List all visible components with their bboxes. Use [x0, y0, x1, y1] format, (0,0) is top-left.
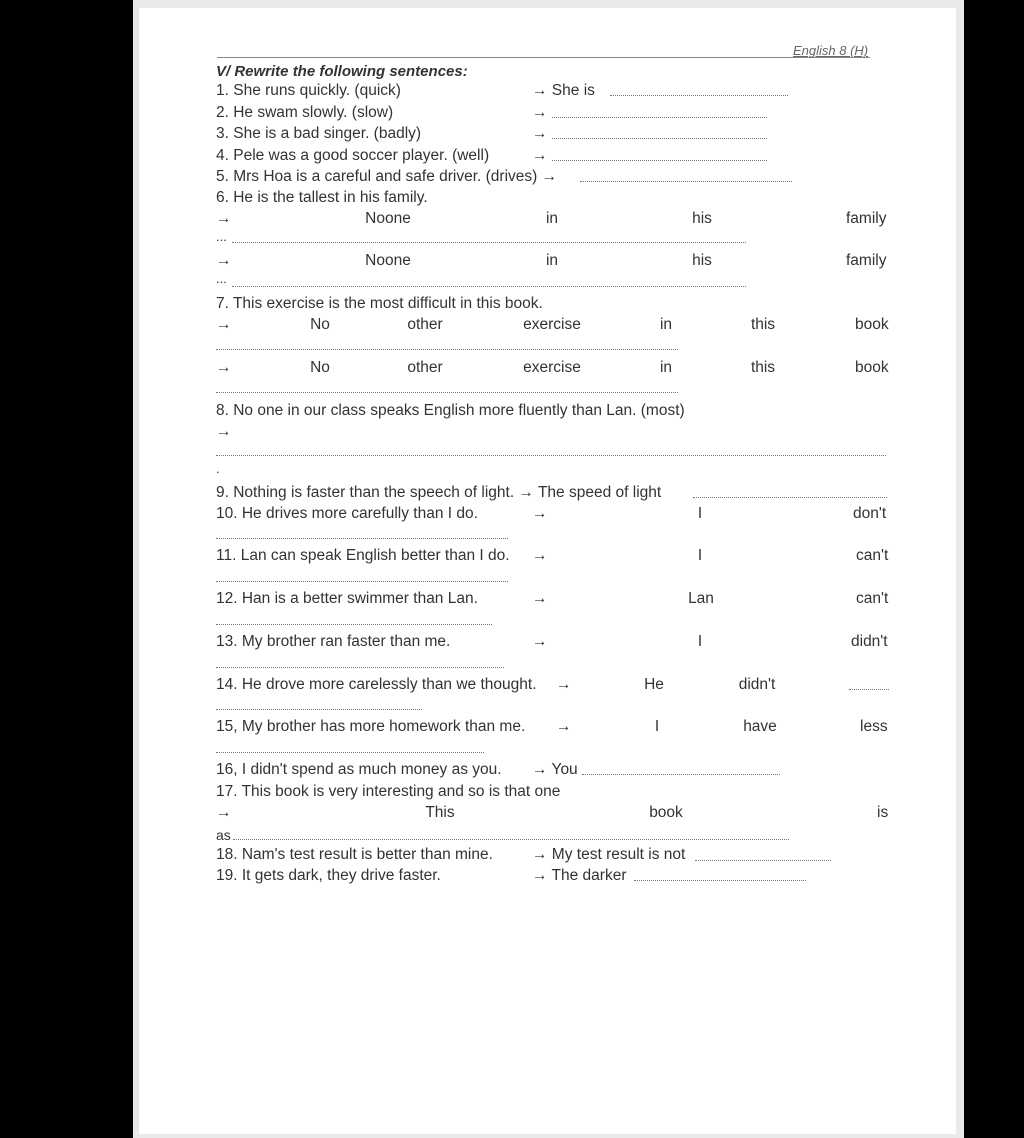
q7-prompt: 7. This exercise is the most difficult in this book. [216, 295, 543, 312]
q10-answer-line[interactable] [216, 538, 508, 539]
q6-word-4: family [846, 210, 887, 227]
q6-word-1: Noone [365, 210, 411, 227]
q12-prompt: 12. Han is a better swimmer than Lan. [216, 590, 478, 607]
q6-lead-dots-1: ... [216, 229, 227, 244]
header-label: English 8 (H) [793, 43, 869, 58]
q10-word-1: I [697, 505, 703, 522]
q16-prompt: 16, I didn't spend as much money as you. [216, 761, 502, 778]
q17-word-2: book [649, 804, 683, 821]
q10-word-2: don't [853, 505, 887, 522]
q7-word-6b: book [855, 359, 889, 376]
q7-answer-line-2[interactable] [216, 392, 678, 393]
q7-word-3: exercise [523, 316, 581, 333]
q1-answer-start: → She is [532, 82, 595, 99]
q11-prompt: 11. Lan can speak English better than I do. [216, 547, 510, 564]
q7-arrow-1: → [216, 316, 232, 333]
q19-answer-line[interactable] [634, 880, 806, 881]
q14-word-2: didn't [738, 676, 776, 693]
q6-answer-line-1[interactable] [232, 242, 746, 243]
q3-arrow: → [532, 125, 548, 142]
q8-arrow: → [216, 423, 232, 440]
q17-line2: as [216, 827, 231, 843]
q12-word-2: can't [856, 590, 889, 607]
q12-arrow: → [532, 590, 548, 607]
q1-prompt: 1. She runs quickly. (quick) [216, 82, 401, 99]
q4-prompt: 4. Pele was a good soccer player. (well) [216, 147, 490, 164]
q8-answer-line[interactable] [216, 455, 886, 456]
q7-word-3b: exercise [523, 359, 581, 376]
q17-arrow: → [216, 804, 232, 821]
q7-arrow-2: → [216, 359, 232, 376]
q11-word-2: can't [856, 547, 889, 564]
q7-word-4: in [659, 316, 673, 333]
q2-arrow: → [532, 104, 548, 121]
q2-answer-line[interactable] [552, 117, 767, 118]
q10-arrow: → [532, 505, 548, 522]
q18-answer-start: → My test result is not [532, 846, 686, 863]
q15-word-1: I [654, 718, 660, 735]
q14-arrow: → [556, 676, 572, 693]
q6-word-1b: Noone [365, 252, 411, 269]
q6-word-3b: his [692, 252, 712, 269]
q3-answer-line[interactable] [552, 138, 767, 139]
q6-word-4b: family [846, 252, 887, 269]
q9-answer-line[interactable] [693, 497, 887, 498]
q7-word-6: book [855, 316, 889, 333]
q14-answer-line[interactable] [216, 709, 422, 710]
q6-word-3: his [692, 210, 712, 227]
q17-word-1: This [425, 804, 455, 821]
q15-word-3: less [860, 718, 888, 735]
q5-prompt: 5. Mrs Hoa is a careful and safe driver. (drives) → [216, 168, 558, 185]
q17-prompt: 17. This book is very interesting and so is that one [216, 783, 561, 800]
q7-word-2b: other [407, 359, 443, 376]
q6-arrow-1: → [216, 210, 232, 227]
q10-prompt: 10. He drives more carefully than I do. [216, 505, 478, 522]
q15-word-2: have [743, 718, 777, 735]
q1-answer-line[interactable] [610, 95, 788, 96]
q7-word-4b: in [659, 359, 673, 376]
q11-word-1: I [697, 547, 703, 564]
section-title: V/ Rewrite the following sentences: [216, 63, 468, 80]
q7-word-5b: this [750, 359, 776, 376]
q6-arrow-2: → [216, 252, 232, 269]
q2-prompt: 2. He swam slowly. (slow) [216, 104, 394, 121]
q3-prompt: 3. She is a bad singer. (badly) [216, 125, 422, 142]
q11-arrow: → [532, 547, 548, 564]
q9-prompt: 9. Nothing is faster than the speech of light. → The speed of light [216, 484, 662, 501]
q7-word-1b: No [310, 359, 330, 376]
q19-answer-start: → The darker [532, 867, 627, 884]
q4-arrow: → [532, 147, 548, 164]
q16-answer-line[interactable] [582, 774, 780, 775]
q15-prompt: 15, My brother has more homework than me. [216, 718, 526, 735]
q19-prompt: 19. It gets dark, they drive faster. [216, 867, 441, 884]
q17-answer-line[interactable] [233, 839, 789, 840]
q14-answer-line-end[interactable] [849, 689, 889, 690]
q6-answer-line-2[interactable] [232, 286, 746, 287]
q6-lead-dots-2: ... [216, 271, 227, 286]
q6-prompt: 6. He is the tallest in his family. [216, 189, 428, 206]
q7-word-2: other [407, 316, 443, 333]
q8-lead-dot: . [216, 461, 220, 476]
q15-answer-line[interactable] [216, 752, 484, 753]
q4-answer-line[interactable] [552, 160, 767, 161]
q6-word-2: in [545, 210, 559, 227]
header-rule [217, 57, 870, 58]
q13-word-2: didn't [851, 633, 888, 650]
q18-answer-line[interactable] [695, 860, 831, 861]
q14-word-1: He [644, 676, 664, 693]
q13-arrow: → [532, 633, 548, 650]
q11-answer-line[interactable] [216, 581, 508, 582]
q14-prompt: 14. He drove more carelessly than we thought. [216, 676, 537, 693]
q12-word-1: Lan [688, 590, 714, 607]
q8-prompt: 8. No one in our class speaks English more fluently than Lan. (most) [216, 402, 685, 419]
q7-word-1: No [310, 316, 330, 333]
q13-answer-line[interactable] [216, 667, 504, 668]
q7-answer-line-1[interactable] [216, 349, 678, 350]
q15-arrow: → [556, 718, 572, 735]
q17-word-3: is [877, 804, 889, 821]
q16-answer-start: → You [532, 761, 578, 778]
q6-word-2b: in [545, 252, 559, 269]
q13-word-1: I [697, 633, 703, 650]
q5-answer-line[interactable] [580, 181, 792, 182]
q12-answer-line[interactable] [216, 624, 492, 625]
q13-prompt: 13. My brother ran faster than me. [216, 633, 451, 650]
q18-prompt: 18. Nam's test result is better than mine. [216, 846, 493, 863]
q7-word-5: this [750, 316, 776, 333]
